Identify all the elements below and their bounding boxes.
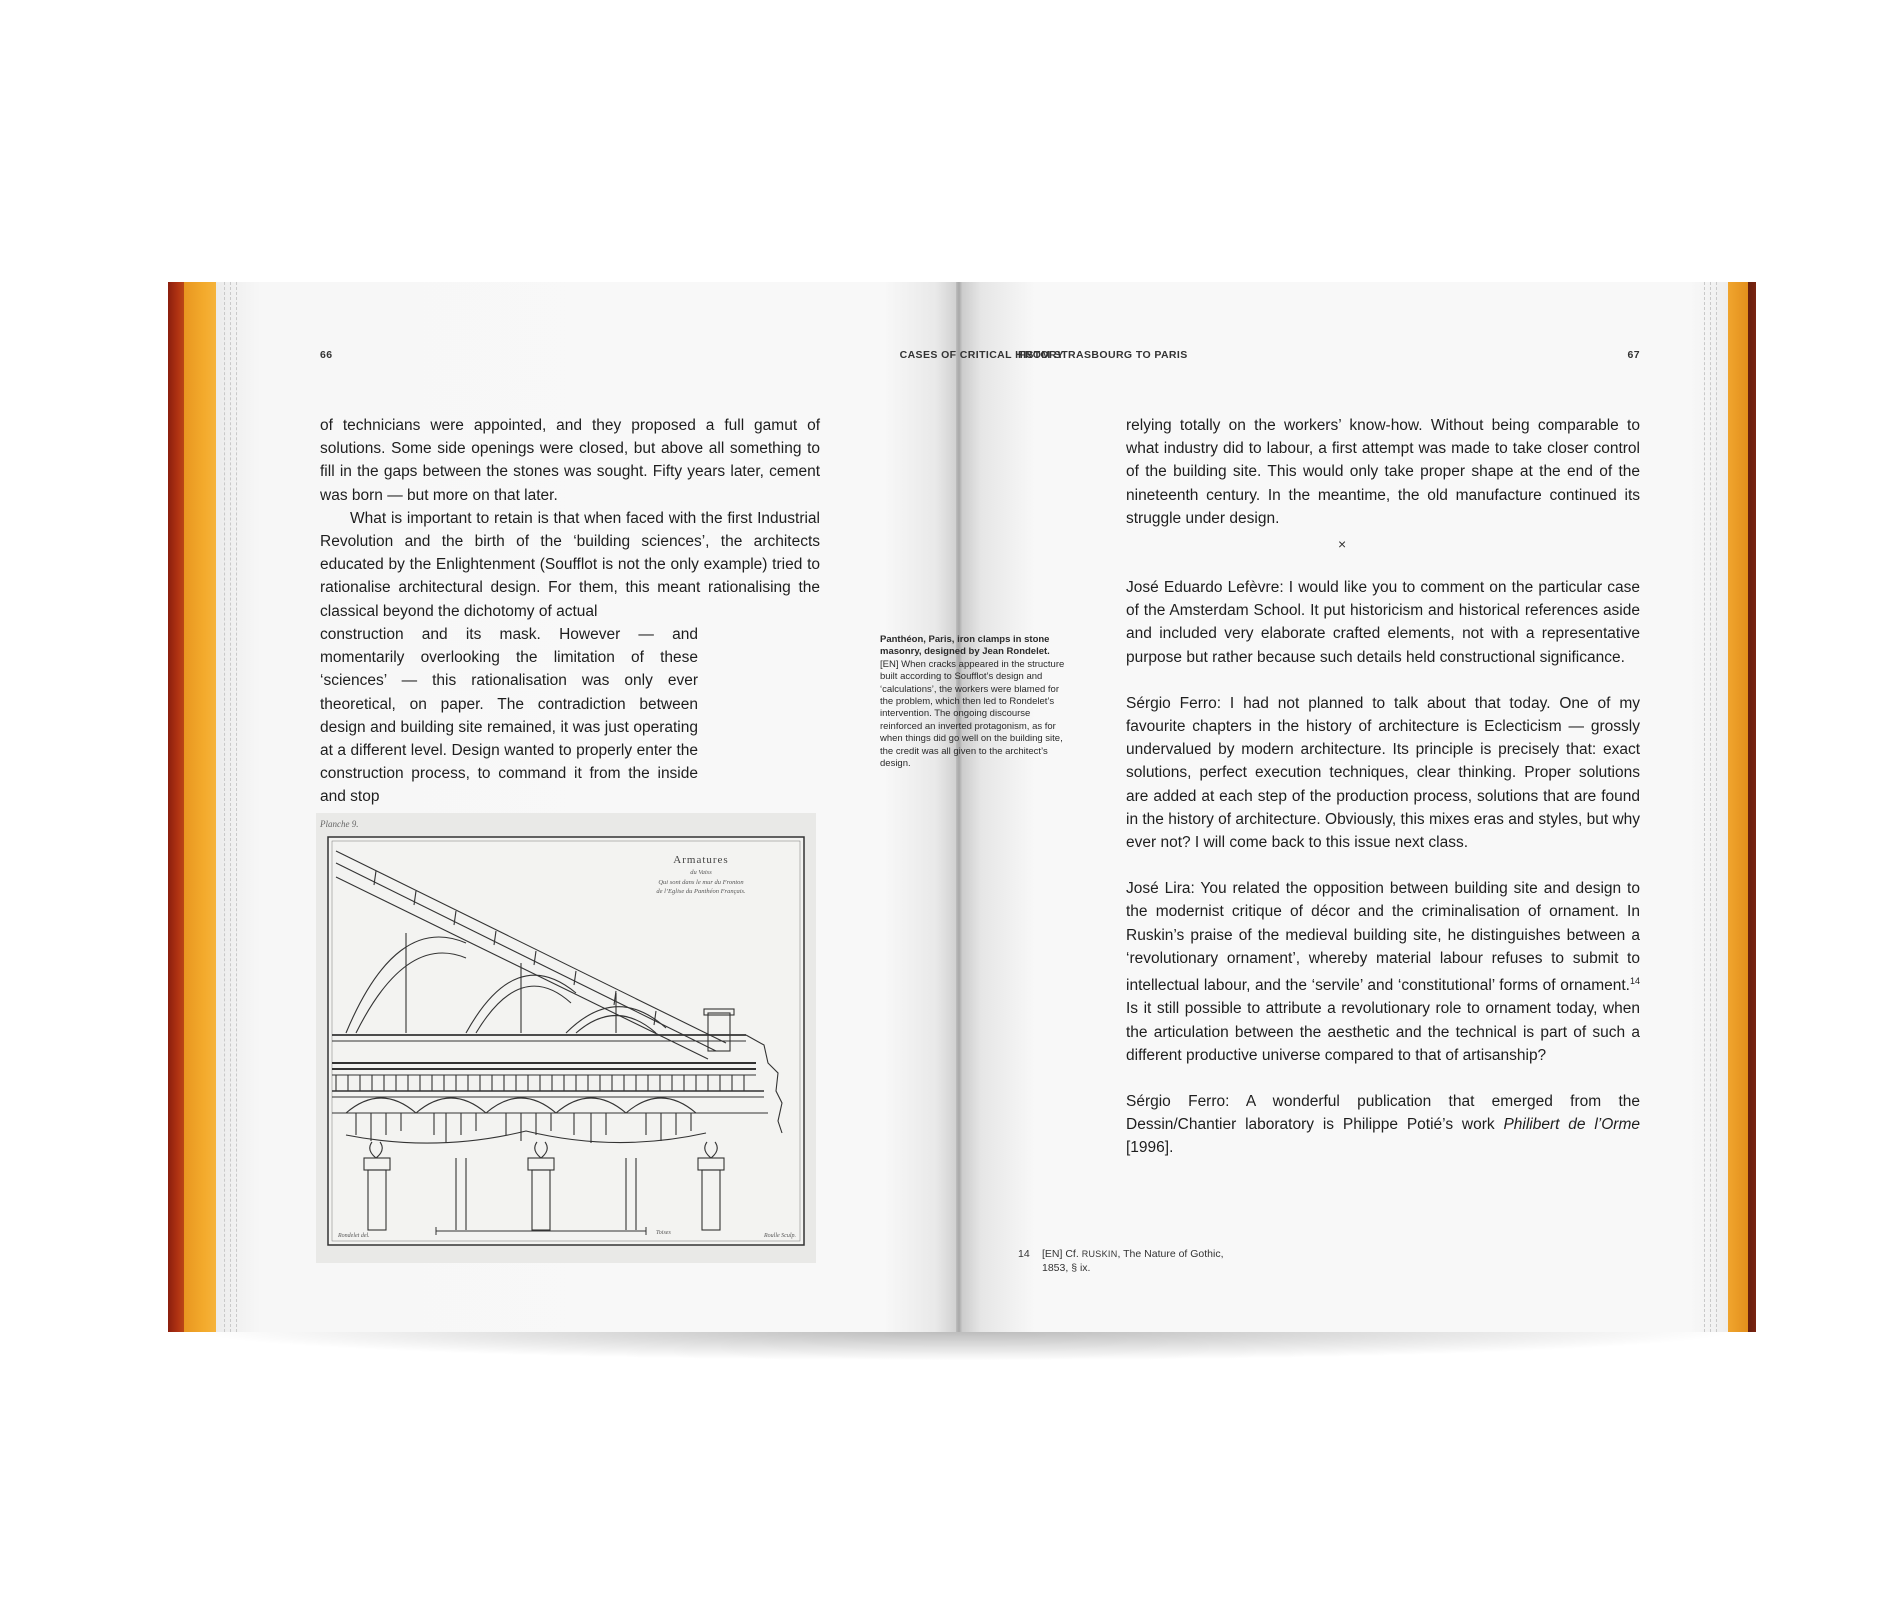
paragraph-text: José Lira: You related the opposition between building site and design to the modernist critique of décor and the criminalisation of ornament. In Ruskin’s praise of the medieval building site, he distinguishes between a ‘revolutionary ornament’, whereby material labour refuses to submit to intellectual labour, and the ‘servile’ and ‘constitutional’ forms of ornament. (1126, 880, 1640, 995)
page-edges-left (184, 282, 220, 1332)
page-stack-line (230, 282, 231, 1332)
page-number-right: 67 (1627, 349, 1640, 361)
plate-label: Planche 9. (320, 819, 359, 829)
left-body-text-narrow (320, 623, 698, 809)
open-book (168, 282, 1756, 1332)
paragraph-text: [1996]. (1126, 1139, 1174, 1157)
page-stack-line (1716, 282, 1717, 1332)
page-stack-line (224, 282, 225, 1332)
book-gutter (956, 282, 962, 1332)
caption-body: [EN] When cracks appeared in the structure built according to Soufflot’s design and ‘calculations’, the workers were blamed for the problem, which then led to Rondelet’s intervention. The ongoing discourse reinforced an inverted protagonism, as for when things did go well on the building site, the credit was all given to the architect’s design. (880, 658, 1065, 770)
paragraph-text: Sérgio Ferro: A wonderful publication that emerged from the Dessin/Chantier laboratory is Philippe Potié’s work (1126, 1093, 1640, 1134)
engraving-title: Armatures (673, 854, 729, 866)
left-body-text (320, 414, 820, 623)
footnote-text: 1853, § ix. (1042, 1262, 1091, 1274)
engraving-subtitle: Qui sont dans le mur du Fronton (658, 879, 744, 886)
paragraph: construction and its mask. However — and momentarily overlooking the limitation of these ‘sciences’ — this rationalisation was only ever theoretical, on paper. The contradiction between design and building site remained, it was just operating at a different level. Design wanted to properly enter the construction process, to command it from the inside and stop (320, 626, 698, 806)
paragraph-text: Is it still possible to attribute a revolutionary role to ornament today, when the articulation between the aesthetic and the technical is part of such a different productive universe compared to that of artisanship? (1126, 1000, 1640, 1064)
page-number-left: 66 (320, 349, 333, 361)
paragraph: relying totally on the workers’ know-how. Without being comparable to what industry did to labour, a first attempt was made to take closer control of the building site. This would only take proper shape at the end of the nineteenth century. In the meantime, the old manufacture continued its struggle under design. (1126, 417, 1640, 527)
section-break-mark: × (1338, 536, 1347, 552)
right-body-text-dialogue (1126, 576, 1640, 1183)
engraving-credit-left: Rondelet del. (338, 1233, 370, 1239)
engraving-subtitle: de l’Eglise du Panthéon Français. (656, 888, 746, 895)
running-head-left: CASES OF CRITICAL HISTORY (899, 349, 1064, 361)
book-title: Philibert de l’Orme (1503, 1116, 1640, 1134)
caption-title: Panthéon, Paris, iron clamps in stone masonry, designed by Jean Rondelet. (880, 634, 1050, 658)
figure-caption (880, 634, 1066, 770)
running-head-right: FROM STRASBOURG TO PARIS (1018, 349, 1188, 361)
page-stack-line (236, 282, 237, 1332)
page-edges-right (1728, 282, 1748, 1332)
paragraph (1126, 877, 1640, 1067)
scale-label: Toises (656, 1230, 671, 1236)
page-stack-line (1704, 282, 1705, 1332)
engraving-illustration (316, 813, 816, 1263)
engraving-credit-right: Roulle Sculp. (764, 1233, 796, 1239)
paragraph: What is important to retain is that when faced with the first Industrial Revolution and the birth of the ‘building sciences’, the architects educated by the Enlightenment (Soufflot is not the only example) tried to rationalise architectural design. For them, this meant rationalising the classical beyond the dichotomy of actual (320, 509, 820, 620)
pantheon-engraving-figure (316, 813, 816, 1263)
footnote-text: [EN] Cf. (1042, 1248, 1082, 1260)
page-stack-line (1710, 282, 1711, 1332)
paragraph: José Eduardo Lefèvre: I would like you to comment on the particular case of the Amsterdam School. It put historicism and historical references aside and included very elaborate crafted elements, not with a representative purpose but rather because such details held constructional significance. (1126, 579, 1640, 666)
engraving-subtitle: du Vaiss (690, 869, 712, 876)
footnote-reference[interactable]: 14 (1629, 976, 1640, 987)
footnote-author: RUSKIN (1081, 1249, 1118, 1259)
paragraph: Sérgio Ferro: I had not planned to talk about that today. One of my favourite chapters in the history of architecture is Eclecticism — grossly undervalued by modern architecture. Its principle is precisely that: exact solutions, perfect execution techniques, clear thinking. Proper solutions are added at each step of the production process, solutions that are found in the history of architecture. Obviously, this mixes eras and styles, but why ever not? I will come back to this issue next class. (1126, 694, 1641, 852)
footnote (1018, 1247, 1258, 1275)
paragraph: of technicians were appointed, and they proposed a full gamut of solutions. Some side openings were closed, but above all something to fill in the gaps between the stones was sought. Fifty years later, cement was born — but more on that later. (320, 417, 820, 504)
footnote-text: , The Nature of Gothic, (1117, 1248, 1224, 1260)
right-body-text (1126, 414, 1640, 530)
footnote-number: 14 (1018, 1248, 1030, 1260)
paragraph (1126, 1090, 1640, 1160)
